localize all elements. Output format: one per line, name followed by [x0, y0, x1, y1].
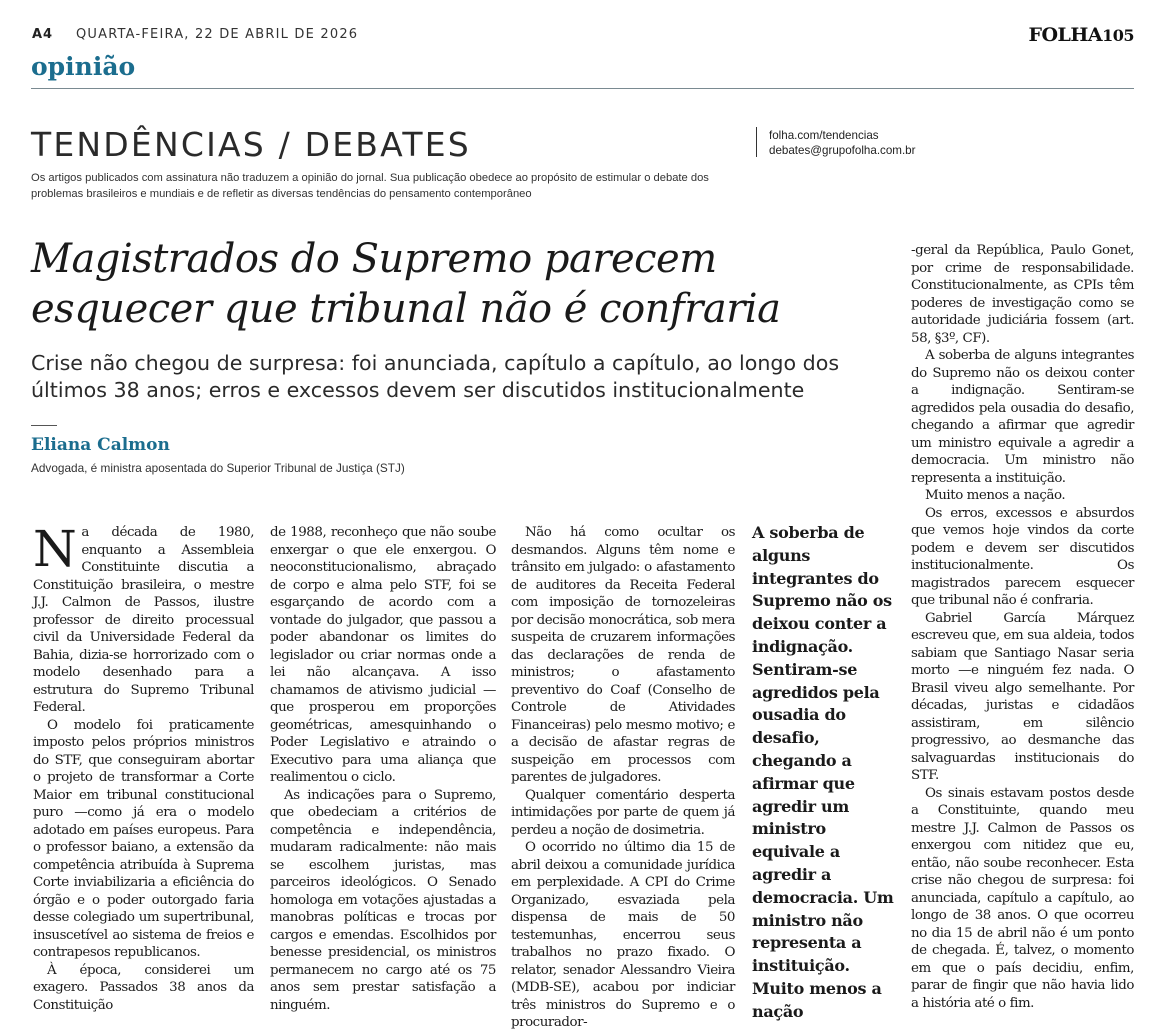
author-name: Eliana Calmon: [31, 435, 170, 455]
paragraph: A soberba de alguns integrantes do Supremo não os deixou conter a indignação. Sentiram-se agredidos pela ousadia do desafio, chegando a afirmar que agredir um ministro equivale a agredir a democracia. Um ministro não representa a instituição.: [911, 348, 1134, 486]
paragraph: À época, considerei um exagero. Passados 38 anos da Constituição: [33, 962, 254, 1013]
disclaimer-text: Os artigos publicados com assinatura não traduzem a opinião do jornal. Sua publicação obedece ao propósito de estimular o debate dos problemas brasileiros e mundiais e de refletir as diversas tendências do pensamento contemporâneo: [31, 172, 709, 200]
logo-number: 105: [1102, 26, 1134, 45]
paragraph-text: a década de 1980, enquanto a Assembleia Constituinte discutia a Constituição brasileira, o mestre J.J. Calmon de Passos, ilustre professor de direito processual civil da Universidade Federal da Bahia, dizia-se horrorizado com o modelo desenhado para a estrutura do Supremo Tribunal Federal.: [33, 525, 254, 715]
contact-email-link[interactable]: debates@grupofolha.com.br: [769, 144, 916, 157]
paragraph: Qualquer comentário desperta intimidações por parte de quem já perdeu a noção de dosimetria.: [511, 787, 735, 838]
paragraph: Os erros, excessos e absurdos que vemos hoje vindos da corte podem e devem ser discutidos institucionalmente. Os magistrados parecem esquecer que tribunal não é confraria.: [911, 505, 1134, 608]
author-divider: [31, 425, 57, 426]
pull-quote: A soberba de alguns integrantes do Supremo não os deixou conter a indignação. Sentiram-se agredidos pela ousadia do desafio, chegando a afirmar que agredir um ministro equivale a agredir a democracia. Um ministro não representa a instituição. Muito menos a nação: [752, 523, 894, 1021]
contact-site-link[interactable]: folha.com/tendencias: [769, 129, 879, 142]
contact-divider: [756, 127, 757, 157]
page-number: A4: [32, 27, 54, 42]
paragraph: Os sinais estavam postos desde a Constituinte, quando meu mestre J.J. Calmon de Passos os enxergou com nitidez que eu, então, não soube reconhecer. Esta crise não chegou de surpresa: foi anunciada, capítulo a capítulo, ao longo de 38 anos. O que ocorreu no dia 15 de abril não é um ponto de chegada. É, talvez, o momento em que o país decidiu, enfim, parar de fingir que não havia lido a história até o fim.: [911, 785, 1134, 1011]
article-column-5: [911, 242, 1134, 1012]
column-kicker: TENDÊNCIAS / DEBATES: [31, 125, 471, 164]
article-headline: Magistrados do Supremo parecem esquecer que tribunal não é confraria: [31, 236, 781, 332]
page-header: [32, 26, 1134, 46]
article-column-1: [33, 520, 254, 1014]
paragraph: O ocorrido no último dia 15 de abril deixou a comunidade jurídica em perplexidade. A CPI do Crime Organizado, esvaziada pela dispensa de mais de 50 testemunhas, encerrou seus trabalhos no prazo fixado. O relator, senador Alessandro Vieira (MDB-SE), acabou por indiciar três ministros do Supremo e o procurador-: [511, 840, 735, 1030]
author-bio: Advogada, é ministra aposentada do Superior Tribunal de Justiça (STJ): [31, 461, 405, 475]
section-title: opinião: [31, 52, 136, 81]
logo-text: FOLHA: [1028, 24, 1103, 46]
paragraph: Gabriel García Márquez escreveu que, em sua aldeia, todos sabiam que Santiago Nasar seria morto —e ninguém fez nada. O Brasil viveu algo semelhante. Por décadas, juristas e cidadãos assistiram, em silêncio progressivo, ao desmanche das salvaguardas institucionais do STF.: [911, 610, 1134, 783]
article-column-2: [270, 524, 496, 1014]
newspaper-logo: [1029, 24, 1135, 46]
paragraph: O modelo foi praticamente imposto pelos próprios ministros do STF, que conseguiram abortar o projeto de transformar a Corte Maior em tribunal constitucional puro —como já era o modelo adotado em países europeus. Para o professor baiano, a extensão da competência atribuída à Suprema Corte inviabilizaria a eficiência do órgão e o poder outorgado faria desse colegiado um supertribunal, insuscetível ao sistema de freios e contrapesos republicanos.: [33, 717, 254, 960]
article-column-3: [511, 524, 735, 1032]
article-deck: Crise não chegou de surpresa: foi anunciada, capítulo a capítulo, ao longo dos últimos 38 anos; erros e excessos devem ser discutidos institucionalmente: [31, 351, 840, 402]
paragraph: -geral da República, Paulo Gonet, por crime de responsabilidade. Constitucionalmente, as CPIs têm poderes de investigação como se autoridade judiciária fossem (art. 58, §3º, CF).: [911, 243, 1134, 346]
issue-date: QUARTA-FEIRA, 22 DE ABRIL DE 2026: [76, 27, 359, 42]
paragraph: Não há como ocultar os desmandos. Alguns têm nome e trânsito em julgado: o afastamento de auditores da Receita Federal com imposição de tornozeleiras por decisão monocrática, sob mera suspeita de cruzarem informações das declarações de renda de ministros; o afastamento preventivo do Coaf (Conselho de Controle de Atividades Financeiras) pelo mesmo motivo; e a decisão de afastar regras de suspeição em processos com parentes de julgadores.: [511, 525, 735, 785]
paragraph: Muito menos a nação.: [925, 488, 1066, 503]
paragraph: de 1988, reconheço que não soube enxergar o que ele enxergou. O neoconstitucionalismo, abraçado de corpo e alma pelo STF, foi se esgarçando de acordo com a vontade do julgador, que passou a poder abandonar os limites do legislador ou criar normas onde a lei não alcançava. A isso chamamos de ativismo judicial —que prosperou em proporções geométricas, amesquinhando o Poder Legislativo e atraindo o Executivo para uma aliança que realimentou o ciclo.: [270, 525, 496, 785]
section-divider: [31, 88, 1134, 89]
drop-cap: N: [33, 520, 77, 578]
paragraph: As indicações para o Supremo, que obedeciam a critérios de competência e independência, mudaram radicalmente: não mais se escolhem juristas, mas parceiros ideológicos. O Senado homologa em votações ajustadas a manobras políticas e trocas por cargos e emendas. Escolhidos por benesse presidencial, os ministros permanecem no cargo até os 75 anos sem prestar satisfação a ninguém.: [270, 787, 496, 1013]
paragraph: [33, 520, 254, 717]
contact-block: [769, 128, 915, 158]
